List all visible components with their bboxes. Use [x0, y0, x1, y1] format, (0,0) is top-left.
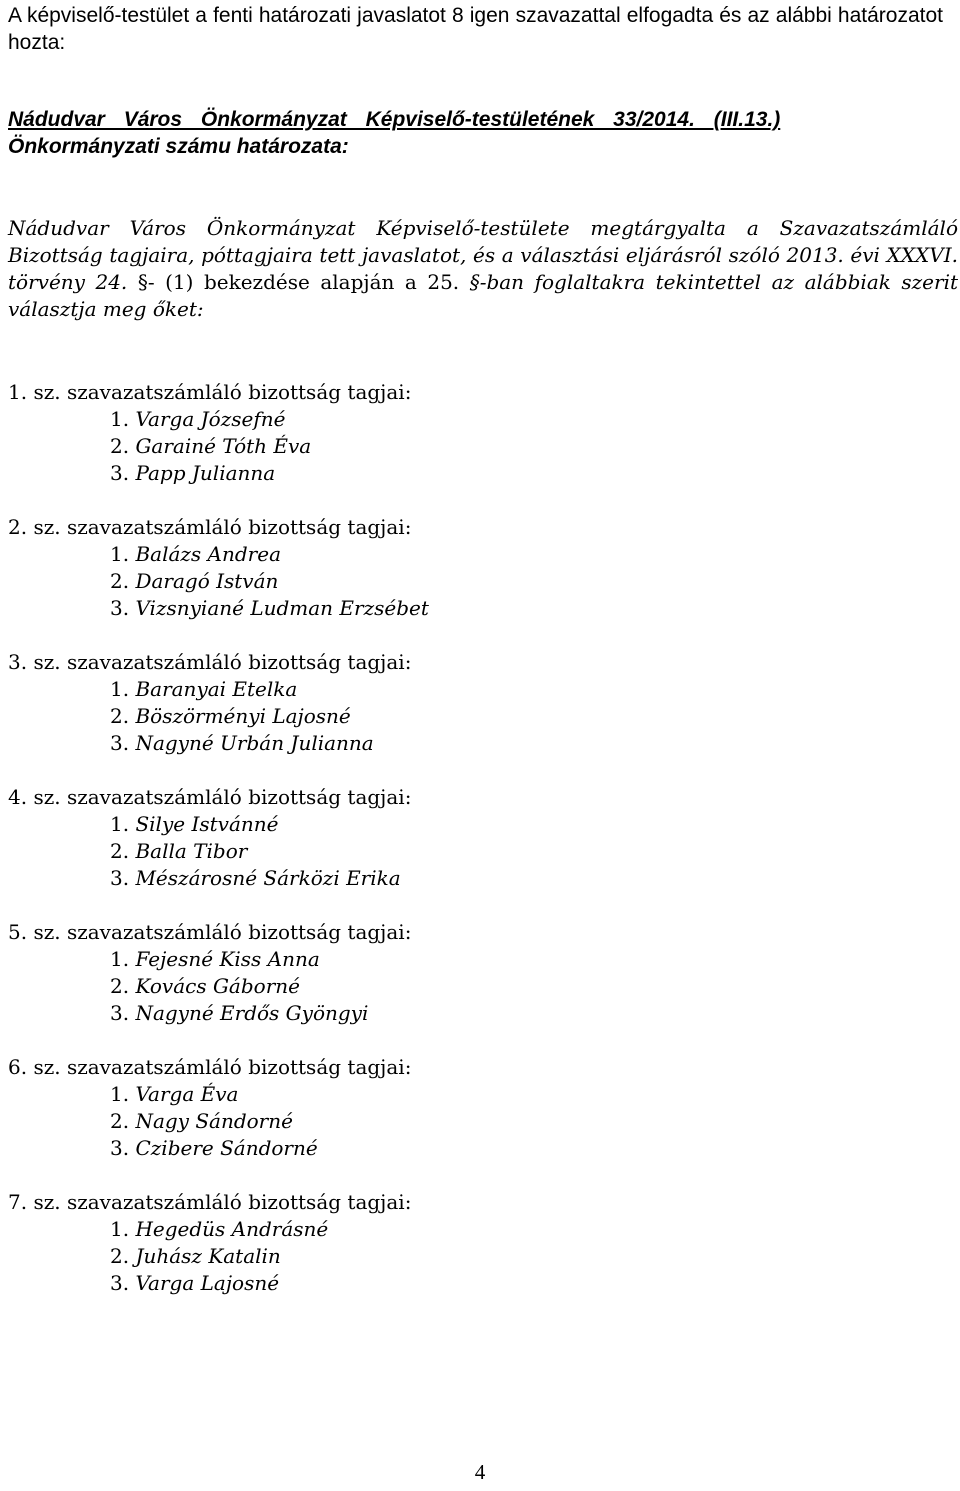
- member-name: Mészárosné Sárközi Erika: [135, 866, 401, 890]
- committee-member: [110, 1108, 908, 1135]
- member-number: 3.: [110, 461, 130, 485]
- committee-member: [110, 1135, 908, 1162]
- committee-title: 6. sz. szavazatszámláló bizottság tagjai:: [8, 1055, 412, 1079]
- member-number: 2.: [110, 704, 130, 728]
- member-name: Czibere Sándorné: [135, 1136, 318, 1160]
- member-number: 1.: [110, 407, 130, 431]
- member-number: 3.: [110, 596, 130, 620]
- member-number: 1.: [110, 1217, 130, 1241]
- member-number: 1.: [110, 1082, 130, 1106]
- committee-title: 2. sz. szavazatszámláló bizottság tagjai:: [8, 515, 412, 539]
- member-number: 2.: [110, 1109, 130, 1133]
- committee-member: [110, 838, 908, 865]
- committee-member: [110, 1000, 908, 1027]
- committee-section-5: [8, 919, 908, 1027]
- member-number: 1.: [110, 677, 130, 701]
- member-name: Daragó István: [135, 569, 279, 593]
- member-number: 1.: [110, 812, 130, 836]
- committee-title: 3. sz. szavazatszámláló bizottság tagjai:: [8, 650, 412, 674]
- member-name: Garainé Tóth Éva: [135, 434, 312, 458]
- member-name: Nagyné Urbán Julianna: [135, 731, 374, 755]
- committee-member: [110, 1243, 908, 1270]
- member-number: 3.: [110, 1136, 130, 1160]
- committee-member: [110, 541, 908, 568]
- intro-paragraph: A képviselő-testület a fenti határozati javaslatot 8 igen szavazattal elfogadta és az alábbi határozatot hozta:: [8, 4, 943, 54]
- resolution-body: [8, 215, 958, 323]
- member-number: 2.: [110, 839, 130, 863]
- committee-section-4: [8, 784, 908, 892]
- member-name: Baranyai Etelka: [135, 677, 298, 701]
- member-number: 2.: [110, 974, 130, 998]
- member-name: Nagyné Erdős Gyöngyi: [135, 1001, 369, 1025]
- member-number: 3.: [110, 731, 130, 755]
- committee-member: [110, 865, 908, 892]
- member-name: Silye Istvánné: [135, 812, 279, 836]
- committee-section-6: [8, 1054, 908, 1162]
- member-name: Varga Éva: [135, 1082, 239, 1106]
- committee-title: 7. sz. szavazatszámláló bizottság tagjai:: [8, 1190, 412, 1214]
- member-number: 1.: [110, 542, 130, 566]
- body-part-3: §-ban foglaltakra tekintettel az alábbiak szerit választja meg őket:: [8, 270, 959, 321]
- member-number: 2.: [110, 1244, 130, 1268]
- committee-title: 5. sz. szavazatszámláló bizottság tagjai:: [8, 920, 412, 944]
- committee-section-3: [8, 649, 908, 757]
- member-name: Papp Julianna: [135, 461, 276, 485]
- member-name: Nagy Sándorné: [135, 1109, 293, 1133]
- committee-member: [110, 568, 908, 595]
- committee-member: [110, 1216, 908, 1243]
- member-name: Varga Lajosné: [135, 1271, 280, 1295]
- committee-list: [8, 379, 908, 1324]
- member-name: Hegedüs Andrásné: [135, 1217, 329, 1241]
- member-name: Vizsnyiané Ludman Erzsébet: [135, 596, 429, 620]
- committee-member: [110, 1081, 908, 1108]
- resolution-heading-line1: Nádudvar Város Önkormányzat Képviselő-testületének 33/2014. (III.13.): [8, 108, 781, 131]
- body-part-2: §- (1) bekezdése alapján a 25.: [137, 270, 460, 294]
- committee-title: 4. sz. szavazatszámláló bizottság tagjai:: [8, 785, 412, 809]
- committee-member: [110, 406, 908, 433]
- resolution-heading-line2: Önkormányzati számu határozata:: [8, 135, 349, 158]
- committee-title: 1. sz. szavazatszámláló bizottság tagjai:: [8, 380, 412, 404]
- member-number: 2.: [110, 434, 130, 458]
- body-part-1: Nádudvar Város Önkormányzat Képviselő-testülete megtárgyalta a Szavazatszámláló Bizottság tagjaira, póttagjaira tett javaslatot, és a választási eljárásról szóló 2013. évi XXXVI. törvény 24.: [8, 216, 958, 294]
- committee-member: [110, 946, 908, 973]
- member-name: Böszörményi Lajosné: [135, 704, 351, 728]
- resolution-heading: [8, 106, 960, 160]
- member-number: 2.: [110, 569, 130, 593]
- committee-section-7: [8, 1189, 908, 1297]
- member-name: Balázs Andrea: [135, 542, 281, 566]
- committee-section-1: [8, 379, 908, 487]
- committee-member: [110, 730, 908, 757]
- member-name: Balla Tibor: [135, 839, 248, 863]
- committee-member: [110, 811, 908, 838]
- page-number: 4: [474, 1460, 486, 1484]
- committee-member: [110, 973, 908, 1000]
- committee-member: [110, 703, 908, 730]
- member-name: Juhász Katalin: [135, 1244, 281, 1268]
- member-name: Kovács Gáborné: [135, 974, 300, 998]
- committee-member: [110, 1270, 908, 1297]
- member-number: 3.: [110, 1271, 130, 1295]
- member-number: 1.: [110, 947, 130, 971]
- committee-section-2: [8, 514, 908, 622]
- member-name: Varga Józsefné: [135, 407, 286, 431]
- member-number: 3.: [110, 1001, 130, 1025]
- committee-member: [110, 595, 908, 622]
- committee-member: [110, 460, 908, 487]
- committee-member: [110, 676, 908, 703]
- committee-member: [110, 433, 908, 460]
- member-number: 3.: [110, 866, 130, 890]
- member-name: Fejesné Kiss Anna: [135, 947, 320, 971]
